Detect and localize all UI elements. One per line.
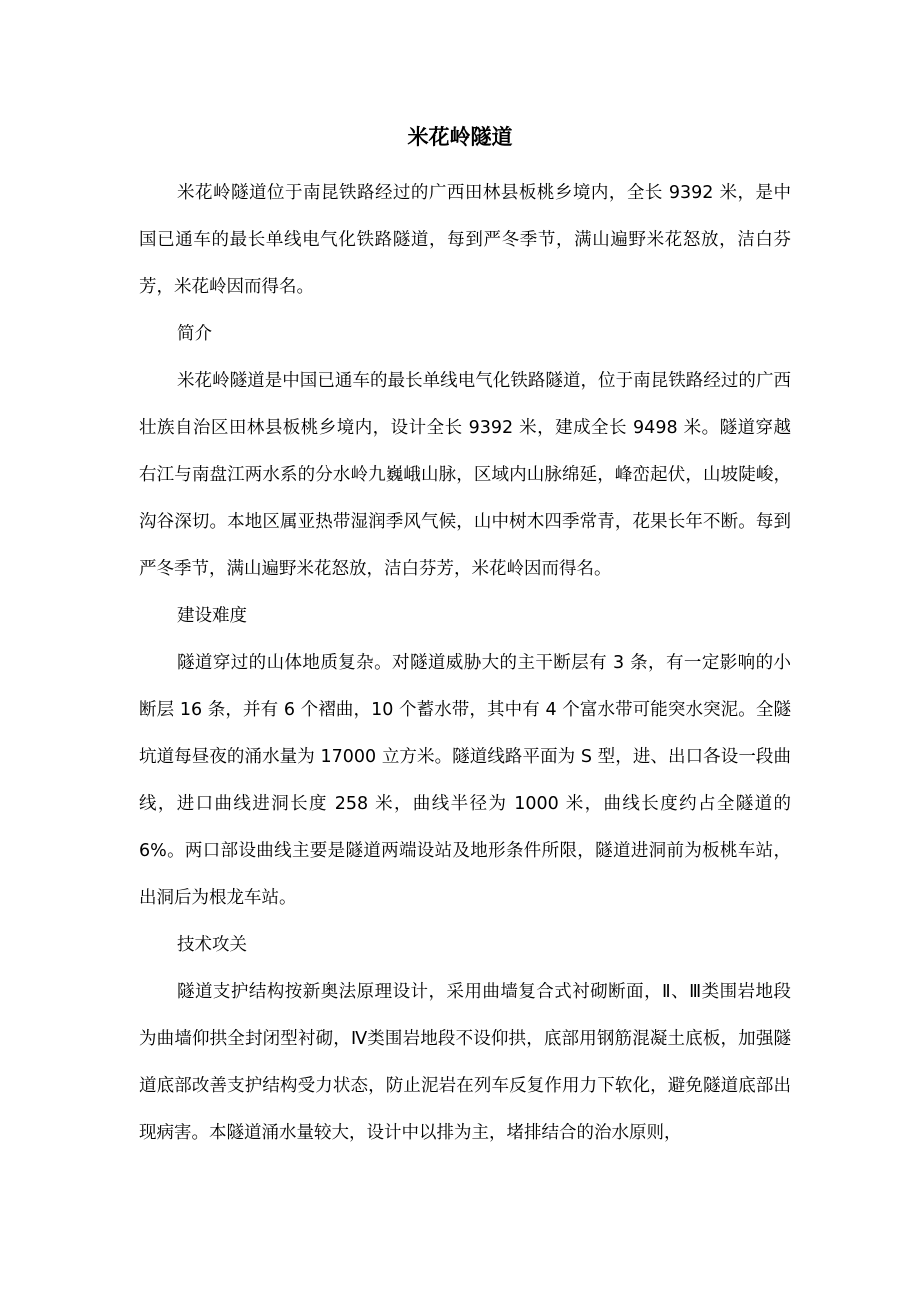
section-paragraph-intro: 米花岭隧道是中国已通车的最长单线电气化铁路隧道，位于南昆铁路经过的广西壮族自治区田林县板桃乡境内，设计全长 9392 米，建成全长 9498 米。隧道穿越右江与南盘江两水系的分水岭九巍峨山脉，区域内山脉绵延，峰峦起伏，山坡陡峻，沟谷深切。本地区属亚热带湿润季风气候，山中树木四季常青，花果长年不断。每到严冬季节，满山遍野米花怒放，洁白芬芳，米花岭因而得名。 <box>139 371 791 579</box>
page-title: 米花岭隧道 <box>407 125 513 149</box>
section-heading-intro: 简介 <box>177 324 212 344</box>
section-heading-difficulty: 建设难度 <box>177 606 247 626</box>
section-paragraph-technology: 隧道支护结构按新奥法原理设计，采用曲墙复合式衬砌断面，Ⅱ、Ⅲ类围岩地段为曲墙仰拱全封闭型衬砌，Ⅳ类围岩地段不设仰拱，底部用钢筋混凝土底板，加强隧道底部改善支护结构受力状态，防止泥岩在列车反复作用力下软化，避免隧道底部出现病害。本隧道涌水量较大，设计中以排为主，堵排结合的治水原则， <box>139 982 791 1143</box>
document-body <box>139 170 791 1157</box>
intro-paragraph: 米花岭隧道位于南昆铁路经过的广西田林县板桃乡境内，全长 9392 米，是中国已通车的最长单线电气化铁路隧道，每到严冬季节，满山遍野米花怒放，洁白芬芳，米花岭因而得名。 <box>139 183 791 297</box>
section-heading-technology: 技术攻关 <box>177 935 247 955</box>
section-paragraph-difficulty: 隧道穿过的山体地质复杂。对隧道威胁大的主干断层有 3 条，有一定影响的小断层 16 条，并有 6 个褶曲，10 个蓄水带，其中有 4 个富水带可能突水突泥。全隧坑道每昼夜的涌水量为 17000 立方米。隧道线路平面为 S 型，进、出口各设一段曲线，进口曲线进洞长度 258 米，曲线半径为 1000 米，曲线长度约占全隧道的 6%。两口部设曲线主要是隧道两端设站及地形条件所限，隧道进洞前为板桃车站，出洞后为根龙车站。 <box>139 653 791 908</box>
